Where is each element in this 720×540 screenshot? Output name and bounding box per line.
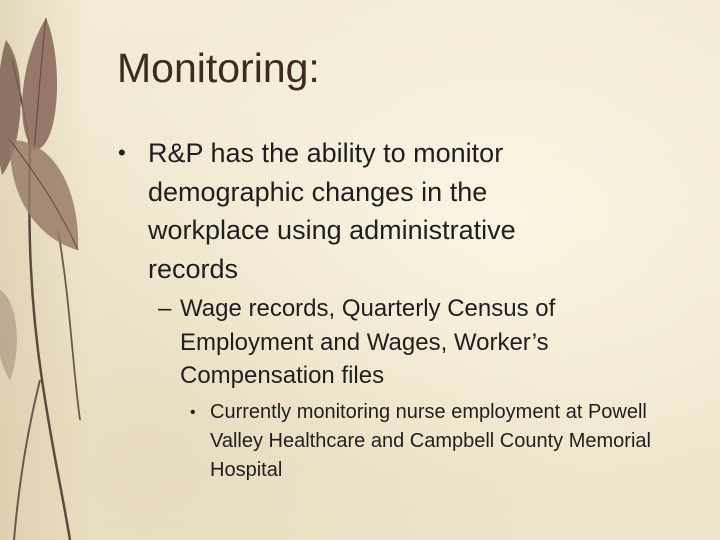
bullet-text: Currently monitoring nurse employment at Powell Valley Healthcare and Campbell County Memorial Hospital [210,401,651,481]
bullet-level-2 [158,292,628,393]
bullet-level-3 [190,398,680,485]
slide-title: Monitoring: [117,45,320,91]
bullet-marker: • [190,404,196,421]
bullet-level-1 [118,134,598,288]
bullet-marker: – [158,295,172,322]
bullet-text: R&P has the ability to monitor demographic changes in the workplace using administrative records [148,138,516,284]
bullet-text: Wage records, Quarterly Census of Employment and Wages, Worker’s Compensation files [180,295,556,389]
bullet-marker: • [118,140,126,165]
dried-leaves-illustration [0,0,120,540]
